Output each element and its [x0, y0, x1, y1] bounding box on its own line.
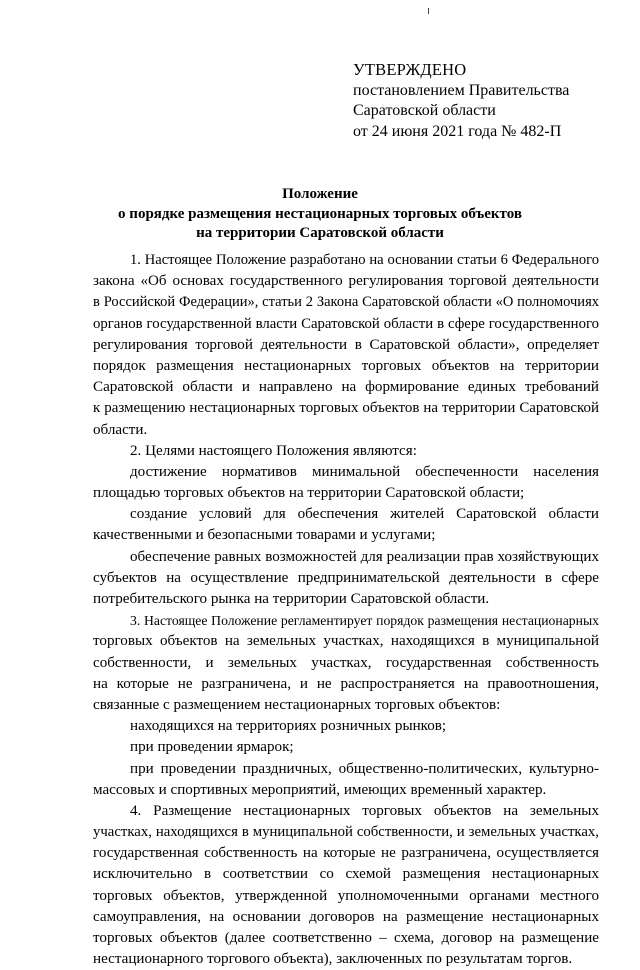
- text-line: регулирования торговой деятельности в Саратовской области», определяет: [93, 336, 599, 353]
- approval-line: Саратовской области: [353, 102, 496, 119]
- text-line: нестационарного торгового объекта), заключенных по результатам торгов.: [93, 951, 573, 968]
- text-line: закона «Об основах государственного регулирования торговой деятельности: [93, 273, 599, 290]
- text-line: при проведении праздничных, общественно-политических, культурно-: [130, 760, 599, 777]
- approval-date: от 24 июня 2021 года № 482-П: [353, 122, 562, 140]
- text-line: обеспечение равных возможностей для реализации прав хозяйствующих: [130, 548, 599, 565]
- text-line: 1. Настоящее Положение разработано на основании статьи 6 Федерального: [130, 252, 599, 268]
- text-line: потребительского рынка на территории Саратовской области.: [93, 591, 490, 607]
- text-line: субъектов на осуществление предпринимательской деятельности в сфере: [93, 569, 599, 586]
- title-line: Положение: [282, 186, 358, 202]
- text-line: порядок размещения нестационарных торговых объектов на территории: [93, 357, 599, 374]
- text-line: органов государственной власти Саратовской области в сфере государственного: [93, 315, 599, 332]
- text-line: участках, находящихся в муниципальной собственности, и земельных участках,: [93, 824, 599, 841]
- text-line: области.: [93, 421, 148, 438]
- text-line: самоуправления, на основании договоров на размещение нестационарных: [93, 908, 599, 925]
- text-line: при проведении ярмарок;: [130, 739, 294, 756]
- text-line: на которые не разграничена, и не распространяется на правоотношения,: [93, 675, 599, 692]
- text-line: связанные с размещением нестационарных торговых объектов:: [93, 696, 501, 713]
- text-line: площадью торговых объектов на территории Саратовской области;: [93, 485, 525, 502]
- text-line: массовых и спортивных мероприятий, имеющих временный характер.: [93, 781, 547, 798]
- text-line: государственная собственность на которые не разграничена, осуществляется: [93, 845, 599, 862]
- scan-mark: [428, 8, 429, 14]
- text-line: 3. Настоящее Положение регламентирует порядок размещения нестационарных: [130, 613, 599, 629]
- text-line: создание условий для обеспечения жителей Саратовской области: [130, 506, 599, 523]
- approval-block: [353, 60, 569, 142]
- text-line: собственности, и земельных участках, государственная собственность: [93, 654, 599, 671]
- text-line: торговых объектов (далее соответственно – схема, договор на размещение: [93, 930, 599, 946]
- text-line: находящихся на территориях розничных рынков;: [130, 718, 447, 735]
- text-line: Саратовской области и направлено на формирование единых требований: [93, 379, 599, 396]
- document-body: [93, 250, 599, 970]
- text-line: качественными и безопасными товарами и услугами;: [93, 527, 436, 544]
- approval-line: постановлением Правительства: [353, 81, 570, 99]
- title-line: на территории Саратовской области: [196, 225, 444, 241]
- document-title: [0, 185, 640, 244]
- text-line: в Российской Федерации», статьи 2 Закона Саратовской области «О полномочиях: [93, 294, 599, 311]
- text-line: 2. Целями настоящего Положения являются:: [130, 442, 417, 459]
- text-line: торговых объектов, утвержденной уполномоченными органами местного: [93, 887, 599, 904]
- title-line: о порядке размещения нестационарных торговых объектов: [118, 205, 522, 222]
- text-line: 4. Размещение нестационарных торговых объектов на земельных: [130, 802, 599, 819]
- text-line: достижение нормативов минимальной обеспеченности населения: [130, 463, 599, 480]
- text-line: к размещению нестационарных торговых объектов на территории Саратовской: [93, 400, 599, 417]
- text-line: исключительно в соответствии со схемой размещения нестационарных: [93, 866, 599, 883]
- text-line: торговых объектов на земельных участках, находящихся в муниципальной: [93, 633, 599, 650]
- approval-stamp: УТВЕРЖДЕНО: [353, 60, 467, 79]
